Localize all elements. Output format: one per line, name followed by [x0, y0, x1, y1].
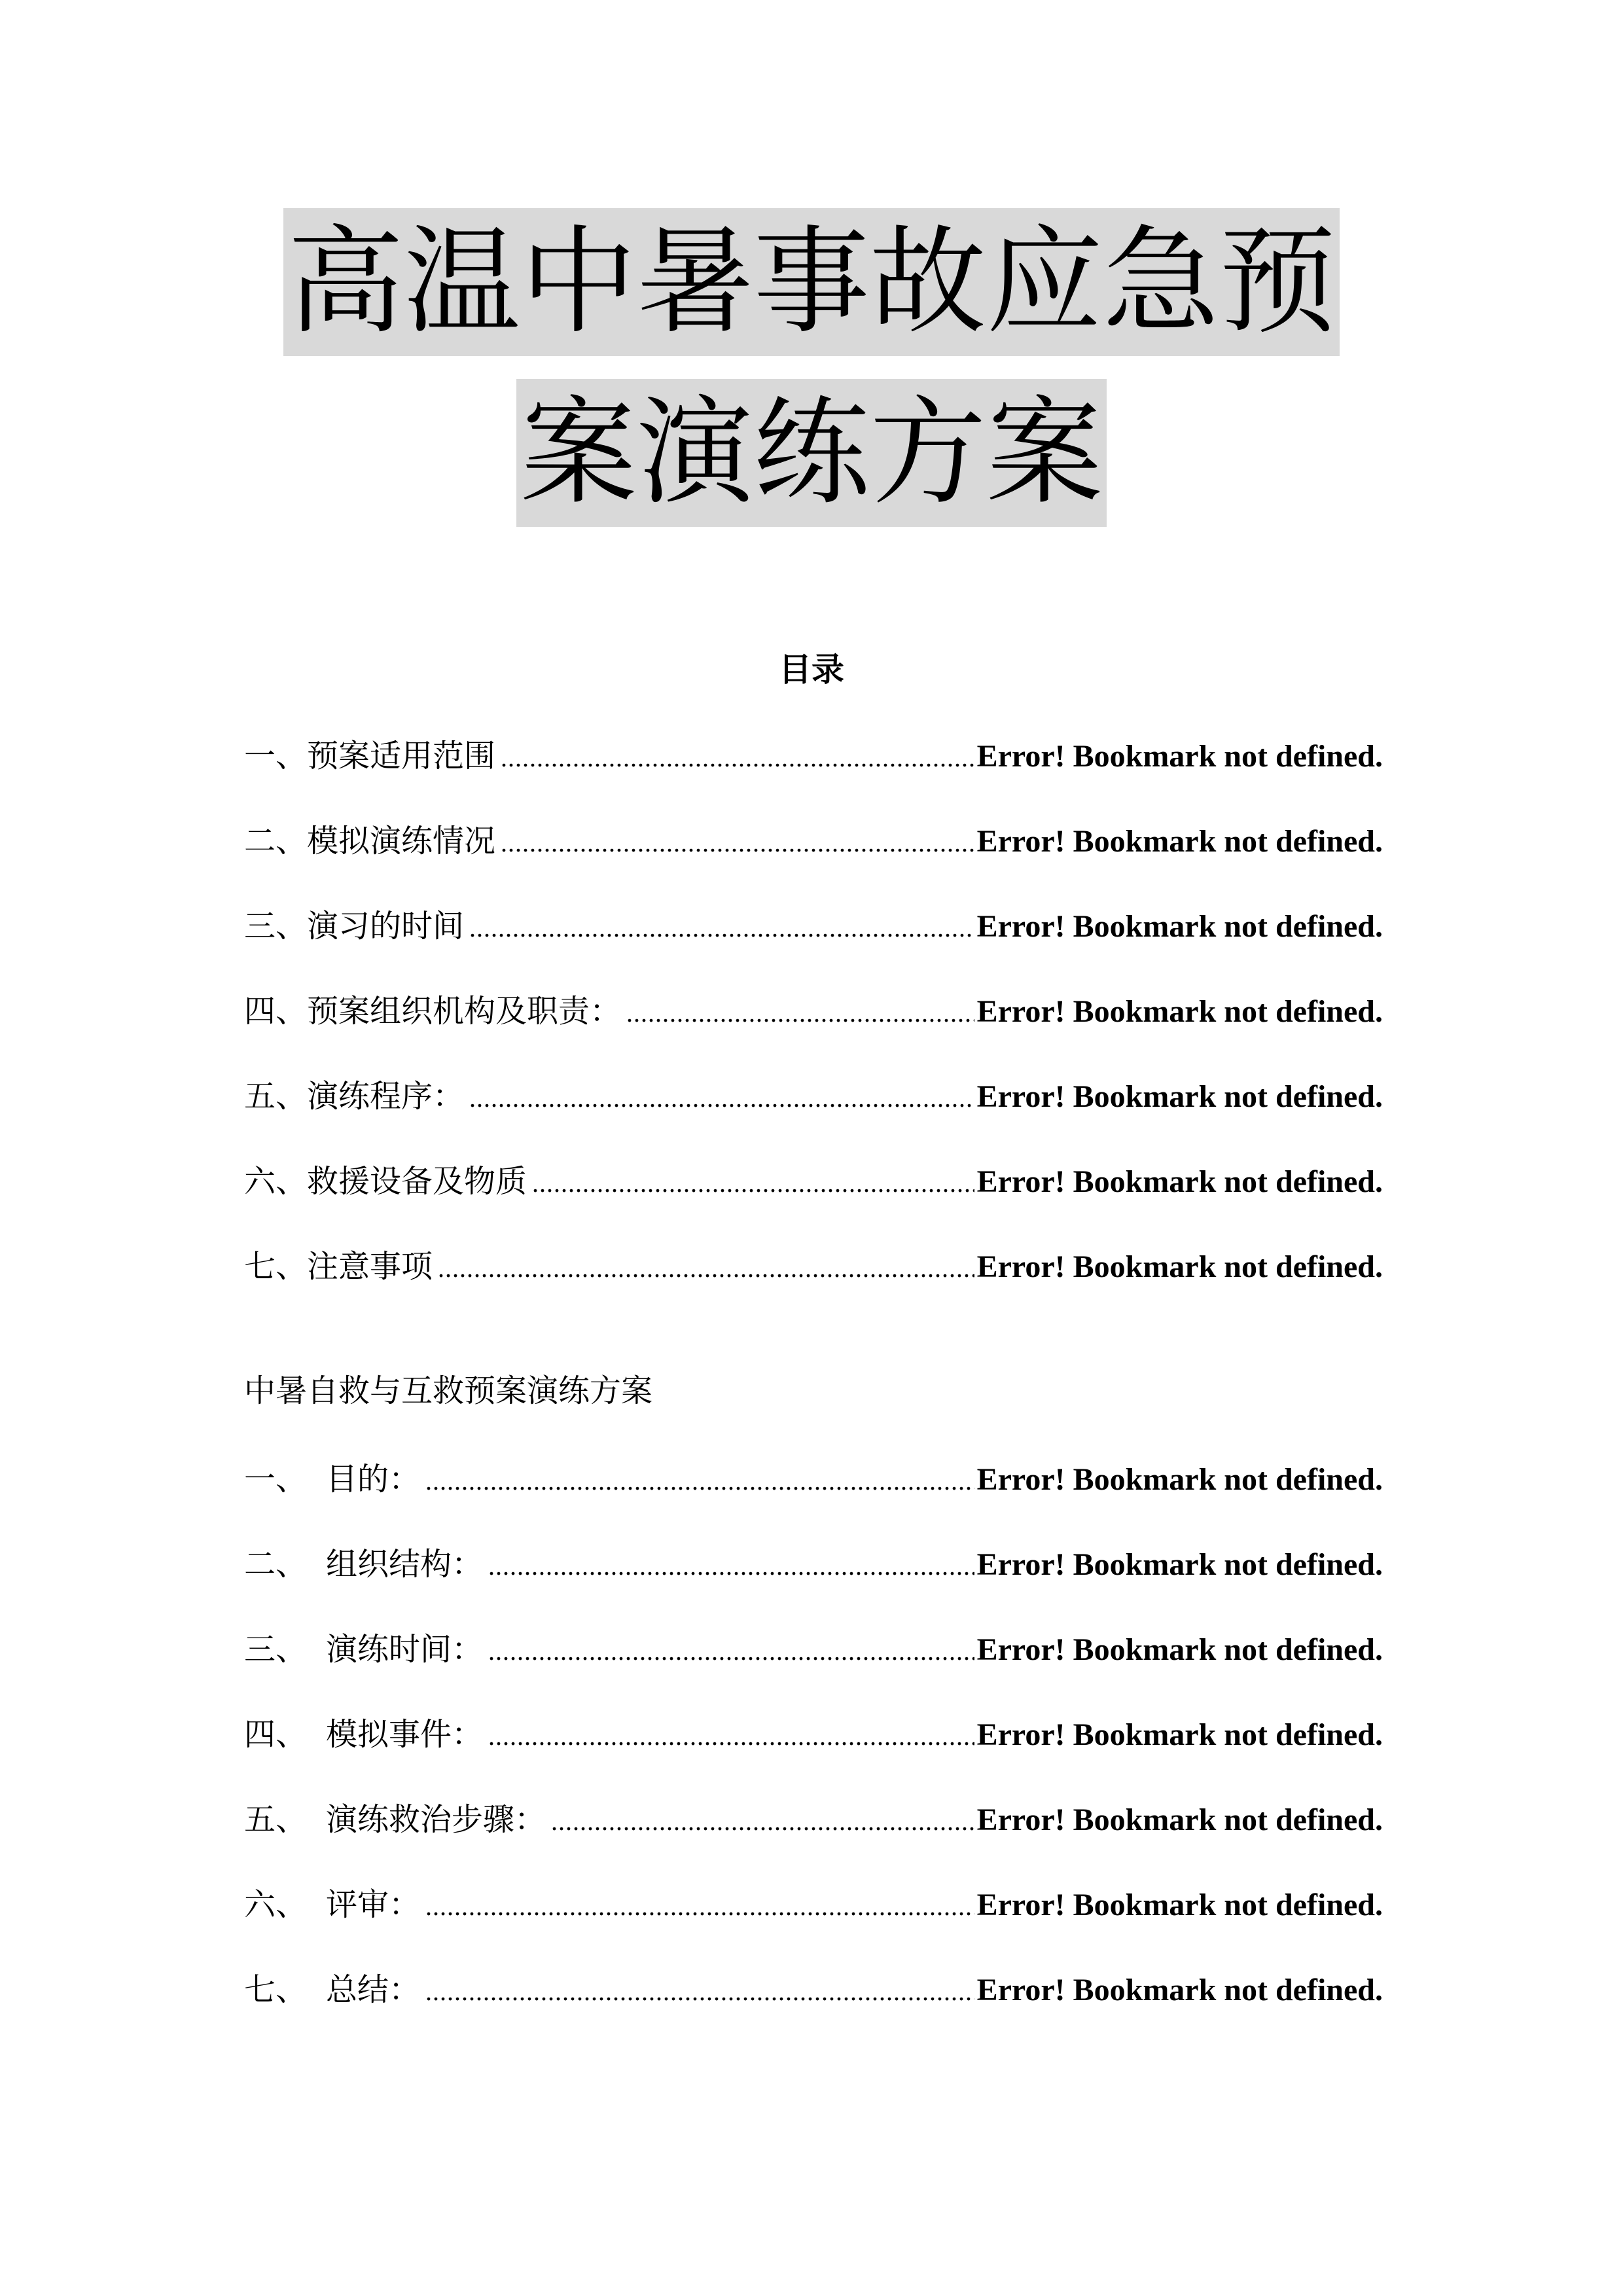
document-title-line-1: 高温中暑事故应急预 — [283, 208, 1340, 356]
toc-entry[interactable] — [244, 988, 1383, 1034]
toc-entry-label: 总结： — [326, 1971, 421, 2008]
title-line-2 — [0, 379, 1623, 527]
toc-leader-dots — [469, 1075, 974, 1121]
toc-entry-label: 六、救援设备及物质 — [244, 1163, 527, 1200]
toc-entry-page: Error! Bookmark not defined. — [976, 1803, 1383, 1837]
toc-leader-dots — [425, 1458, 974, 1504]
toc-heading: 目录 — [779, 651, 844, 689]
toc-entry-label: 二、模拟演练情况 — [244, 823, 496, 859]
toc-leader-dots — [532, 1160, 974, 1206]
toc-entry[interactable] — [244, 1882, 1383, 1928]
toc-leader-dots — [488, 1713, 974, 1759]
toc-entry-page: Error! Bookmark not defined. — [976, 1164, 1383, 1199]
toc-leader-dots — [488, 1628, 974, 1674]
toc-leader-dots — [469, 905, 974, 951]
toc-entry-number: 六、 — [244, 1886, 308, 1923]
toc-entry-label: 组织结构： — [326, 1546, 484, 1583]
toc-entry[interactable] — [244, 733, 1383, 779]
toc-entry-text — [244, 1456, 420, 1502]
toc-entry-number: 五、 — [244, 1801, 308, 1838]
toc-entry[interactable] — [244, 903, 1383, 949]
toc-entry[interactable] — [244, 1797, 1383, 1842]
toc-entry-text — [244, 1626, 483, 1672]
toc-entry-text — [244, 1797, 546, 1842]
toc-entry[interactable] — [244, 1712, 1383, 1757]
toc-entry[interactable] — [244, 1158, 1383, 1204]
toc-entry-label: 四、预案组织机构及职责： — [244, 993, 622, 1030]
toc-entry-page: Error! Bookmark not defined. — [976, 1249, 1383, 1284]
title-line-1 — [0, 208, 1623, 356]
toc-entry[interactable] — [244, 818, 1383, 864]
toc-entry-label: 一、预案适用范围 — [244, 738, 496, 774]
toc-entry-page: Error! Bookmark not defined. — [976, 909, 1383, 944]
toc-leader-dots — [488, 1543, 974, 1589]
toc-entry-page: Error! Bookmark not defined. — [976, 1547, 1383, 1582]
toc-entry[interactable] — [244, 1626, 1383, 1672]
section-subtitle: 中暑自救与互救预案演练方案 — [244, 1372, 653, 1409]
toc-entry-page: Error! Bookmark not defined. — [976, 1717, 1383, 1752]
toc-entry-page: Error! Bookmark not defined. — [976, 1079, 1383, 1114]
toc-entry-text — [244, 1712, 483, 1757]
toc-entry-page: Error! Bookmark not defined. — [976, 1632, 1383, 1667]
toc-entry-page: Error! Bookmark not defined. — [976, 1888, 1383, 1922]
toc-leader-dots — [501, 820, 974, 866]
toc-entry-label: 演练救治步骤： — [326, 1801, 546, 1838]
toc-leader-dots — [626, 990, 974, 1036]
toc-entry-page: Error! Bookmark not defined. — [976, 1462, 1383, 1497]
toc-entry-number: 七、 — [244, 1971, 308, 2008]
toc-entry-label: 模拟事件： — [326, 1716, 484, 1753]
toc-entry-page: Error! Bookmark not defined. — [976, 994, 1383, 1029]
toc-entry-number: 三、 — [244, 1631, 308, 1668]
toc-leader-dots — [425, 1969, 974, 2015]
toc-leader-dots — [501, 735, 974, 781]
toc-entry-number: 二、 — [244, 1546, 308, 1583]
toc-entry-label: 五、演练程序： — [244, 1078, 465, 1115]
toc-leader-dots — [438, 1246, 974, 1291]
toc-entry-text — [244, 1541, 483, 1587]
toc-entry-number: 一、 — [244, 1461, 308, 1498]
toc-leader-dots — [425, 1884, 974, 1929]
toc-entry-label: 三、演习的时间 — [244, 908, 465, 944]
toc-entry-text — [244, 1882, 420, 1928]
toc-entry[interactable] — [244, 1244, 1383, 1289]
document-title-line-2: 案演练方案 — [516, 379, 1107, 527]
toc-entry-page: Error! Bookmark not defined. — [976, 824, 1383, 859]
toc-entry[interactable] — [244, 1456, 1383, 1502]
toc-entry-page: Error! Bookmark not defined. — [976, 1973, 1383, 2007]
toc-leader-dots — [551, 1799, 974, 1844]
toc-entry-label: 七、注意事项 — [244, 1248, 433, 1285]
toc-entry[interactable] — [244, 1541, 1383, 1587]
toc-entry-number: 四、 — [244, 1716, 308, 1753]
toc-entry[interactable] — [244, 1073, 1383, 1119]
toc-entry-text — [244, 1967, 420, 2013]
toc-entry[interactable] — [244, 1967, 1383, 2013]
toc-entry-label: 演练时间： — [326, 1631, 484, 1668]
toc-entry-page: Error! Bookmark not defined. — [976, 739, 1383, 774]
toc-entry-label: 目的： — [326, 1461, 421, 1498]
toc-entry-label: 评审： — [326, 1886, 421, 1923]
